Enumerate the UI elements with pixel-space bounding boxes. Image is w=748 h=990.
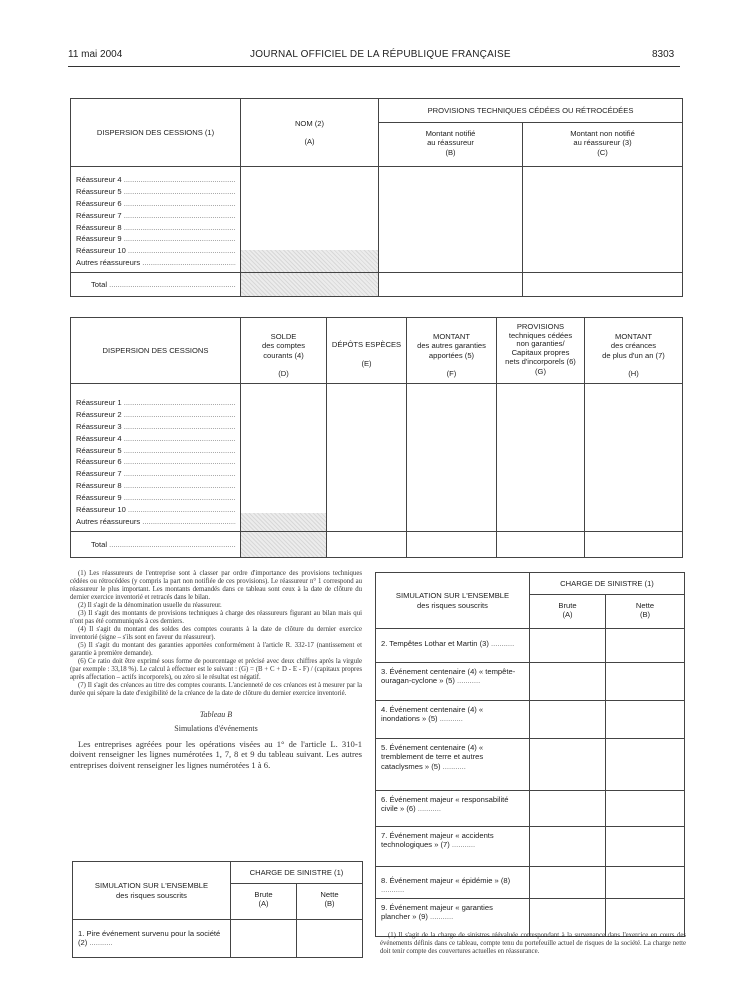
reassureur-row: Réassureur 9 .....: [76, 493, 236, 505]
dispersion-table-1: [70, 98, 683, 297]
reassureur-row: Réassureur 2 .....: [76, 410, 236, 422]
sim-row-4: 4. Événement centenaire (4) « inondations » (5) .....: [376, 701, 530, 739]
notes-column: [70, 570, 362, 770]
col-group-provisions: PROVISIONS TECHNIQUES CÉDÉES OU RÉTROCÉDÉES: [379, 99, 683, 123]
table2-total-cell: [71, 532, 241, 558]
col-f: [407, 318, 497, 384]
tableau-b-intro: Les entreprises agréées pour les opérations visées au 1° de l'article L. 310-1 doivent renseigner les lignes numérotées 1, 7, 8 et 9 du tableau suivant. Les autres entreprises doivent renseigner les lignes numérotées 1 à 6.: [70, 739, 362, 770]
col-h-letter: (H): [628, 369, 639, 378]
col-c: [523, 123, 683, 167]
reassureur-row: Autres réassureurs .....: [76, 258, 236, 270]
reassureur-row: Réassureur 8 .....: [76, 481, 236, 493]
hatched-cell: [241, 513, 326, 531]
col-e-label: DÉPÔTS ESPÈCES: [331, 340, 402, 349]
reassureur-row: Réassureur 3 .....: [76, 422, 236, 434]
sim-row-9: 9. Événement majeur « garanties plancher » (9) .....: [376, 898, 530, 936]
sim-row-2: 2. Tempêtes Lothar et Martin (3) .....: [376, 629, 530, 663]
hatched-cell: [241, 273, 379, 297]
sim-row-3: 3. Événement centenaire (4) « tempête-ouragan-cyclone » (5) .....: [376, 663, 530, 701]
col-f-label: MONTANT des autres garanties apportées (5): [417, 332, 486, 360]
reassureur-row: Autres réassureurs .....: [76, 517, 236, 529]
col-e-letter: (E): [361, 358, 372, 368]
table2-total: Total .....: [91, 540, 236, 552]
col-brute: Brute (A): [530, 595, 606, 629]
sim-footnote: (1) Il s'agit de la charge de sinistres réévaluée correspondant à la survenance dans l'exercice en cours des événements définis dans ce tableau, compte tenu du portefeuille actuel de risques de la société. La charge nette doit tenir compte des couvertures actuelles en réassurance.: [380, 932, 686, 956]
reassureur-row: Réassureur 6 .....: [76, 199, 236, 211]
col-g-label: PROVISIONS techniques cédées non garanties/ Capitaux propres nets d'incorporels (6): [505, 322, 576, 366]
reassureur-row: Réassureur 6 .....: [76, 457, 236, 469]
page-date: 11 mai 2004: [68, 49, 123, 60]
header-rule: [68, 66, 680, 67]
col-charge: CHARGE DE SINISTRE (1): [231, 862, 363, 884]
col-g: [497, 318, 585, 384]
footnote-1: (1) Les réassureurs de l'entreprise sont à classer par ordre d'importance des provisions techniques cédées ou rétrocédées (y compris la part non notifiée de ces provisions). Le réassureur n° 1 correspond au réassureur le plus important. Les montants demandés dans ce tableau sont ceux à la date de clôture du dernier exercice inventorié et retracés dans le bilan.: [70, 570, 362, 602]
reassureur-row: Réassureur 10 .....: [76, 246, 236, 258]
reassureur-row: Réassureur 10 .....: [76, 505, 236, 517]
footnote-7: (7) Il s'agit des créances au titre des comptes courants. L'ancienneté de ces créances est à mesurer par la durée qui sépare la date d'exigibilité de la créance de la date de clôture du dernier exercice inventorié.: [70, 682, 362, 698]
footnote-4: (4) Il s'agit du montant des soldes des comptes courants à la date de clôture du dernier exercice inventorié (signe – s'ils sont en faveur du réassureur).: [70, 626, 362, 642]
reassureur-row: Réassureur 5 .....: [76, 446, 236, 458]
col-b-label: Montant notifié au réassureur: [425, 129, 476, 148]
col-c-letter: (C): [597, 147, 608, 157]
footnote-3: (3) Il s'agit des montants de provisions techniques à charge des réassureurs figurant au bilan mais qui n'ont pas été communiqués à ces derniers.: [70, 610, 362, 626]
col-dispersion: DISPERSION DES CESSIONS: [71, 318, 241, 384]
journal-title: JOURNAL OFFICIEL DE LA RÉPUBLIQUE FRANÇAISE: [250, 49, 511, 60]
col-h-label: MONTANT des créances de plus d'un an (7): [602, 332, 665, 360]
sim-row-8: 8. Événement majeur « épidémie » (8) .....: [376, 867, 530, 899]
table2-row-labels: [71, 384, 241, 532]
footnote-6: (6) Ce ratio doit être exprimé sous forme de pourcentage et précisé avec deux chiffres après la virgule (par exemple : 33,18 %). Le calcul à effectuer est le suivant : (G) = (B + C + D - E - F) / (capitaux propres après affectation – actifs incorporels), ou zéro si le résultat est négatif.: [70, 658, 362, 682]
hatched-cell: [241, 532, 327, 558]
footnote-5: (5) Il s'agit du montant des garanties apportées conformément à l'article R. 332-17 (nantissement et garantie à première demande).: [70, 642, 362, 658]
reassureur-row: Réassureur 8 .....: [76, 223, 236, 235]
col-b: [379, 123, 523, 167]
col-simulation: SIMULATION SUR L'ENSEMBLE des risques souscrits: [73, 862, 231, 920]
col-nom-letter: (A): [304, 137, 315, 147]
reassureur-row: Réassureur 4 .....: [76, 434, 236, 446]
col-nom-label: NOM (2): [294, 118, 325, 128]
table2-solde-cell: [241, 384, 327, 532]
simulation-table-left: [72, 861, 363, 958]
table1-nom-cell: [241, 167, 379, 273]
hatched-cell: [241, 250, 378, 272]
sim-row-1: 1. Pire événement survenu pour la société (2) .....: [73, 920, 231, 958]
col-nom: [241, 99, 379, 167]
col-h: [585, 318, 683, 384]
simulation-table-right: [375, 572, 685, 937]
reassureur-row: Réassureur 5 .....: [76, 187, 236, 199]
reassureur-row: Réassureur 4 .....: [76, 175, 236, 187]
col-g-letter: (G): [535, 366, 546, 376]
table1-total: Total .....: [91, 280, 236, 292]
sim-row-5: 5. Événement centenaire (4) « tremblement de terre et autres cataclysmes » (5) .....: [376, 739, 530, 791]
col-e: [327, 318, 407, 384]
col-brute: Brute (A): [231, 884, 297, 920]
col-charge: CHARGE DE SINISTRE (1): [530, 573, 685, 595]
tableau-b-subtitle: Simulations d'événements: [174, 723, 258, 733]
col-d-letter: (D): [278, 369, 289, 378]
table1-row-labels: [71, 167, 241, 273]
tableau-b-title: Tableau B: [199, 710, 233, 720]
col-b-letter: (B): [445, 147, 456, 157]
col-nette: Nette (B): [606, 595, 685, 629]
col-simulation: SIMULATION SUR L'ENSEMBLE des risques souscrits: [376, 573, 530, 629]
col-c-label: Montant non notifié au réassureur (3): [570, 129, 635, 148]
sim-row-7: 7. Événement majeur « accidents technologiques » (7) .....: [376, 827, 530, 867]
footnote-2: (2) Il s'agit de la dénomination usuelle du réassureur.: [78, 602, 222, 610]
reassureur-row: Réassureur 1 .....: [76, 398, 236, 410]
reassureur-row: Réassureur 7 .....: [76, 469, 236, 481]
col-d-label: SOLDE des comptes courants (4): [261, 332, 306, 360]
page-number: 8303: [652, 49, 675, 60]
reassureur-row: Réassureur 9 .....: [76, 234, 236, 246]
table1-total-cell: [71, 273, 241, 297]
reassureur-row: Réassureur 7 .....: [76, 211, 236, 223]
col-dispersion: DISPERSION DES CESSIONS (1): [71, 99, 241, 167]
col-nette: Nette (B): [297, 884, 363, 920]
col-d: [241, 318, 327, 384]
dispersion-table-2: [70, 317, 683, 558]
sim-row-6: 6. Événement majeur « responsabilité civile » (6) .....: [376, 791, 530, 827]
col-f-letter: (F): [446, 369, 457, 378]
